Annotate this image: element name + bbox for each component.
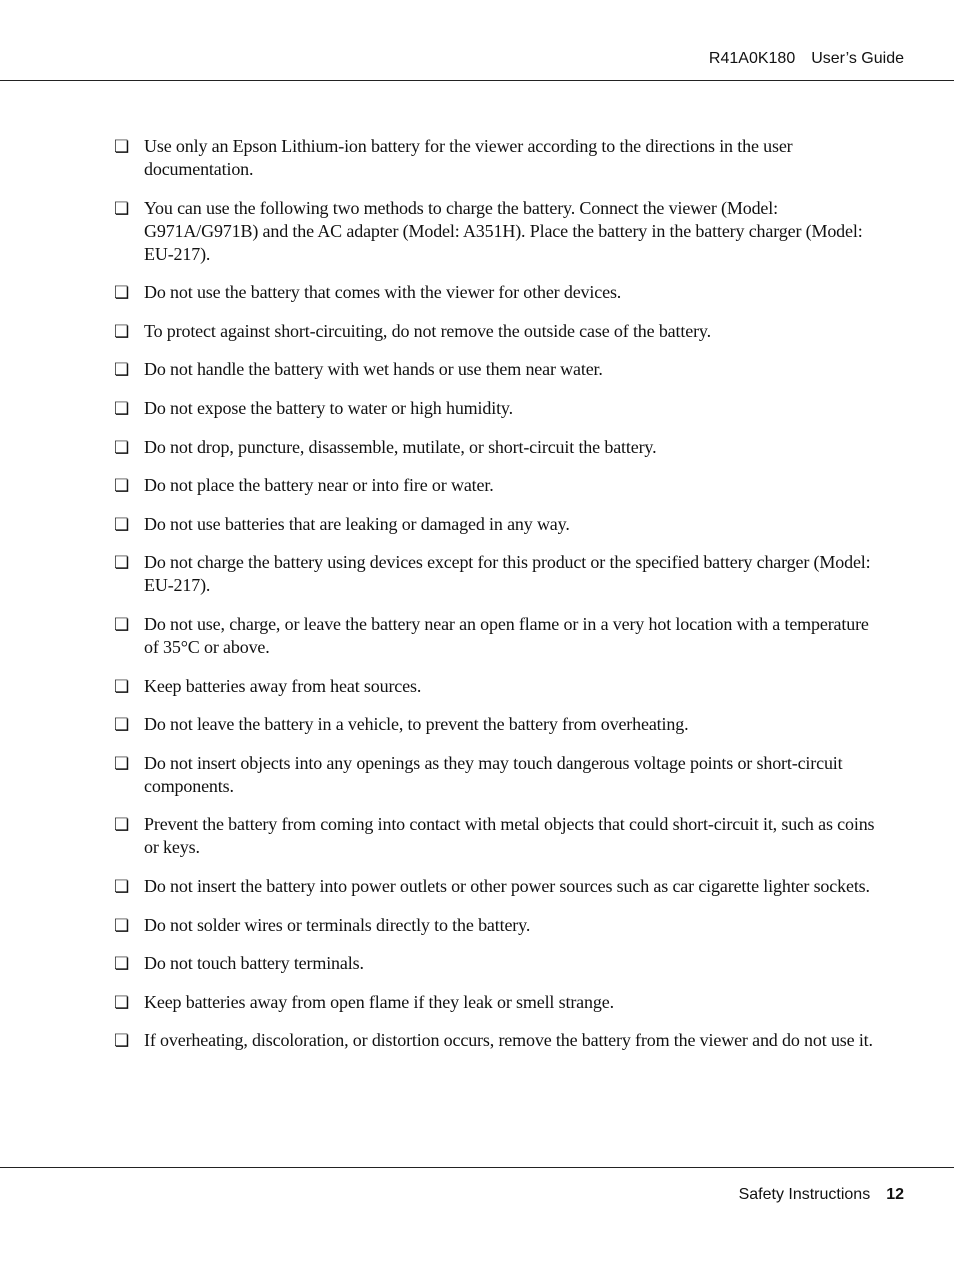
- list-item-text: If overheating, discoloration, or distortion occurs, remove the battery from the viewer and do not use it.: [144, 1030, 873, 1051]
- list-item: [114, 613, 882, 659]
- list-item: [114, 436, 882, 459]
- checkbox-bullet-icon: ❏: [114, 283, 130, 303]
- section-title: Safety Instructions: [738, 1186, 871, 1203]
- list-item-text: You can use the following two methods to charge the battery. Connect the viewer (Model: G971A/G971B) and the AC adapter (Model: A351H). Place the battery in the battery charger (Model: EU-217).: [144, 197, 863, 264]
- checkbox-bullet-icon: ❏: [114, 954, 130, 974]
- list-item: [114, 875, 882, 898]
- list-item: [114, 358, 882, 381]
- list-item-text: Do not charge the battery using devices except for this product or the specified battery charger (Model: EU-217).: [144, 552, 871, 596]
- list-item-text: Do not leave the battery in a vehicle, to prevent the battery from overheating.: [144, 714, 689, 735]
- list-item-text: Do not use batteries that are leaking or damaged in any way.: [144, 513, 570, 534]
- list-item: [114, 713, 882, 736]
- checkbox-bullet-icon: ❏: [114, 876, 130, 896]
- checkbox-bullet-icon: ❏: [114, 614, 130, 634]
- checkbox-bullet-icon: ❏: [114, 1031, 130, 1051]
- checkbox-bullet-icon: ❏: [114, 137, 130, 156]
- header-rule: [0, 80, 954, 81]
- list-item-text: Use only an Epson Lithium-ion battery for the viewer according to the directions in the user documentation.: [144, 136, 793, 179]
- list-item-text: Do not handle the battery with wet hands or use them near water.: [144, 359, 603, 380]
- list-item: [114, 397, 882, 420]
- list-item-text: Do not insert objects into any openings as they may touch dangerous voltage points or short-circuit components.: [144, 752, 843, 796]
- list-item-text: To protect against short-circuiting, do not remove the outside case of the battery.: [144, 320, 711, 341]
- checkbox-bullet-icon: ❏: [114, 321, 130, 341]
- footer-rule: [0, 1167, 954, 1168]
- checkbox-bullet-icon: ❏: [114, 715, 130, 735]
- list-item: [114, 135, 882, 181]
- list-item: [114, 474, 882, 497]
- list-item: [114, 752, 882, 798]
- checkbox-bullet-icon: ❏: [114, 198, 130, 218]
- list-item: [114, 320, 882, 343]
- list-item-text: Do not solder wires or terminals directly to the battery.: [144, 914, 531, 935]
- checkbox-bullet-icon: ❏: [114, 553, 130, 573]
- list-item: [114, 813, 882, 859]
- list-item: [114, 914, 882, 937]
- guide-title: User’s Guide: [811, 50, 904, 67]
- checkbox-bullet-icon: ❏: [114, 815, 130, 835]
- list-item: [114, 1029, 882, 1052]
- list-item: [114, 513, 882, 536]
- list-item-text: Prevent the battery from coming into contact with metal objects that could short-circuit it, such as coins or keys.: [144, 814, 875, 858]
- checkbox-bullet-icon: ❏: [114, 992, 130, 1012]
- list-item-text: Do not place the battery near or into fire or water.: [144, 475, 494, 496]
- checkbox-bullet-icon: ❏: [114, 753, 130, 773]
- checkbox-bullet-icon: ❏: [114, 437, 130, 457]
- list-item: [114, 551, 882, 597]
- list-item: [114, 197, 882, 266]
- checkbox-bullet-icon: ❏: [114, 360, 130, 380]
- list-item-text: Do not drop, puncture, disassemble, mutilate, or short-circuit the battery.: [144, 436, 657, 457]
- list-item-text: Do not use, charge, or leave the battery near an open flame or in a very hot location with a temperature of 35°C or above.: [144, 613, 869, 657]
- checkbox-bullet-icon: ❏: [114, 514, 130, 534]
- page-footer: [739, 1186, 904, 1204]
- list-item: [114, 281, 882, 304]
- checkbox-bullet-icon: ❏: [114, 915, 130, 935]
- list-item-text: Keep batteries away from heat sources.: [144, 675, 422, 696]
- checkbox-bullet-icon: ❏: [114, 476, 130, 496]
- list-item-text: Do not touch battery terminals.: [144, 953, 364, 974]
- document-code: R41A0K180: [708, 50, 796, 67]
- safety-list: [114, 135, 882, 1068]
- list-item-text: Do not use the battery that comes with the viewer for other devices.: [144, 282, 622, 303]
- list-item: [114, 675, 882, 698]
- list-item: [114, 952, 882, 975]
- list-item-text: Do not expose the battery to water or high humidity.: [144, 397, 513, 418]
- list-item: [114, 991, 882, 1014]
- page-number: 12: [886, 1186, 904, 1203]
- list-item-text: Keep batteries away from open flame if they leak or smell strange.: [144, 991, 614, 1012]
- checkbox-bullet-icon: ❏: [114, 676, 130, 696]
- list-item-text: Do not insert the battery into power outlets or other power sources such as car cigarette lighter sockets.: [144, 875, 870, 896]
- page-header: [709, 50, 904, 68]
- checkbox-bullet-icon: ❏: [114, 398, 130, 418]
